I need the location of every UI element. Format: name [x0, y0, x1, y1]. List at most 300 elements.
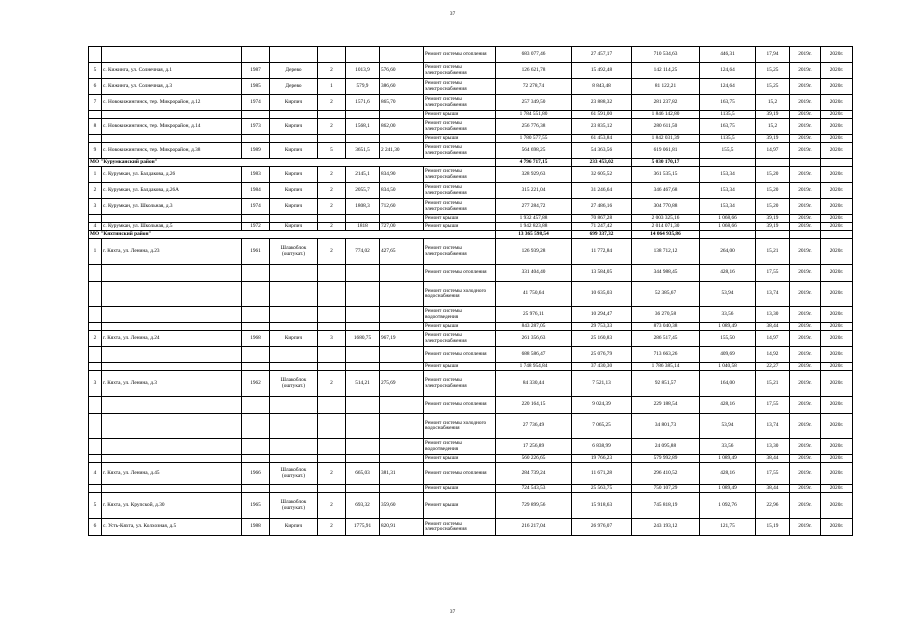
material-cell	[270, 414, 318, 439]
end-year-cell: 2020г.	[821, 414, 853, 439]
total-cell: 344 988,45	[632, 265, 700, 282]
living-area-cell	[380, 111, 424, 119]
table-row	[89, 95, 853, 111]
floors-cell	[318, 455, 346, 463]
row-number	[89, 397, 102, 414]
fund-cell: 27 457,17	[572, 47, 632, 63]
rate-cell: 1 089,49	[700, 455, 756, 463]
fund-cell: 54 363,56	[572, 143, 632, 159]
rate-cell: 1 089,49	[700, 485, 756, 493]
tariff-cell: 14,92	[756, 347, 790, 363]
start-year-cell: 2019г.	[790, 414, 821, 439]
start-year-cell: 2019г.	[790, 223, 821, 231]
fund-cell: 27 486,16	[572, 199, 632, 215]
total-cell: 1 846 142,80	[632, 111, 700, 119]
end-year-cell: 2020г.	[821, 63, 853, 79]
address-cell: с. Новокижингинск, тер. Микрорайон, д.14	[102, 119, 242, 135]
cost-cell: 328 929,63	[496, 167, 572, 183]
start-year-cell: 2019г.	[790, 463, 821, 485]
living-area-cell: 862,00	[380, 119, 424, 135]
empty-cell	[756, 231, 790, 239]
fund-cell: 15 492,48	[572, 63, 632, 79]
work-type-cell: Ремонт системы холодного водоснабжения	[424, 414, 496, 439]
total-area-cell: 774,02	[346, 239, 380, 265]
table-row	[89, 143, 853, 159]
material-cell: Кирпич	[270, 95, 318, 111]
year-cell: 1961	[242, 239, 270, 265]
living-area-cell	[380, 47, 424, 63]
start-year-cell: 2019г.	[790, 47, 821, 63]
rate-cell: 155,50	[700, 331, 756, 347]
total-cell: 142 114,25	[632, 63, 700, 79]
total-area-cell	[346, 265, 380, 282]
fund-cell: 61 591,00	[572, 111, 632, 119]
year-cell	[242, 135, 270, 143]
living-area-cell	[380, 215, 424, 223]
start-year-cell: 2019г.	[790, 363, 821, 371]
address-cell: с. Кижинга, ул. Солнечная, д.3	[102, 79, 242, 95]
table-row	[89, 347, 853, 363]
section-cost-total: 4 796 717,15	[496, 159, 572, 167]
living-area-cell	[380, 135, 424, 143]
floors-cell	[318, 265, 346, 282]
address-cell	[102, 347, 242, 363]
end-year-cell: 2020г.	[821, 199, 853, 215]
tariff-cell: 15,25	[756, 79, 790, 95]
start-year-cell: 2019г.	[790, 347, 821, 363]
row-number: 5	[89, 493, 102, 519]
rate-cell: 428,16	[700, 265, 756, 282]
floors-cell: 2	[318, 519, 346, 536]
cost-cell: 683 077,46	[496, 47, 572, 63]
rate-cell: 124,64	[700, 63, 756, 79]
tariff-cell: 39,19	[756, 111, 790, 119]
rate-cell: 1135,5	[700, 111, 756, 119]
tariff-cell: 15,21	[756, 371, 790, 397]
address-cell	[102, 363, 242, 371]
table-row	[89, 79, 853, 95]
row-number	[89, 265, 102, 282]
section-row	[89, 159, 853, 167]
row-number: 1	[89, 167, 102, 183]
row-number: 4	[89, 463, 102, 485]
address-cell	[102, 135, 242, 143]
living-area-cell: 427,65	[380, 239, 424, 265]
year-cell	[242, 485, 270, 493]
cost-cell: 72 278,74	[496, 79, 572, 95]
start-year-cell: 2019г.	[790, 265, 821, 282]
fund-cell: 71 247,42	[572, 223, 632, 231]
year-cell: 1973	[242, 119, 270, 135]
address-cell: г. Кяхта, ул. Ленина, д.45	[102, 463, 242, 485]
year-cell: 1962	[242, 371, 270, 397]
material-cell: Кирпич	[270, 331, 318, 347]
rate-cell: 163,75	[700, 95, 756, 111]
material-cell: Дерево	[270, 79, 318, 95]
tariff-cell: 17,94	[756, 47, 790, 63]
living-area-cell: 359,60	[380, 493, 424, 519]
address-cell: с. Курумкан, ул. Школьная, д.5	[102, 223, 242, 231]
year-cell	[242, 439, 270, 455]
work-type-cell: Ремонт системы электроснабжения	[424, 331, 496, 347]
total-cell: 745 818,19	[632, 493, 700, 519]
work-type-cell: Ремонт системы электроснабжения	[424, 519, 496, 536]
tariff-cell: 13,30	[756, 307, 790, 323]
work-type-cell: Ремонт крыши	[424, 455, 496, 463]
row-number	[89, 323, 102, 331]
total-cell: 296 410,52	[632, 463, 700, 485]
section-total-total: 14 064 935,86	[632, 231, 700, 239]
address-cell	[102, 414, 242, 439]
living-area-cell: 381,31	[380, 463, 424, 485]
total-cell: 2 014 071,30	[632, 223, 700, 231]
floors-cell: 3	[318, 331, 346, 347]
table-row	[89, 215, 853, 223]
total-cell: 873 040,38	[632, 323, 700, 331]
total-area-cell: 1568,1	[346, 119, 380, 135]
total-area-cell: 1775,91	[346, 519, 380, 536]
cost-cell: 27 736,49	[496, 414, 572, 439]
floors-cell	[318, 347, 346, 363]
living-area-cell	[380, 439, 424, 455]
total-area-cell: 1680,75	[346, 331, 380, 347]
material-cell	[270, 47, 318, 63]
row-number: 5	[89, 63, 102, 79]
total-area-cell	[346, 439, 380, 455]
year-cell	[242, 47, 270, 63]
tariff-cell: 15,2	[756, 119, 790, 135]
section-title: МО "Кяхтинский район"	[89, 231, 496, 239]
living-area-cell: 820,91	[380, 519, 424, 536]
floors-cell	[318, 111, 346, 119]
fund-cell: 61 453,84	[572, 135, 632, 143]
total-area-cell: 514,21	[346, 371, 380, 397]
material-cell	[270, 485, 318, 493]
table-row	[89, 363, 853, 371]
total-area-cell: 2055,7	[346, 183, 380, 199]
cost-cell: 1 748 954,84	[496, 363, 572, 371]
row-number: 4	[89, 223, 102, 231]
floors-cell	[318, 439, 346, 455]
living-area-cell: 834,50	[380, 183, 424, 199]
total-cell: 286 517,45	[632, 331, 700, 347]
fund-cell: 19 766,23	[572, 455, 632, 463]
tariff-cell: 14,97	[756, 143, 790, 159]
start-year-cell: 2019г.	[790, 439, 821, 455]
start-year-cell: 2019г.	[790, 167, 821, 183]
material-cell	[270, 135, 318, 143]
floors-cell: 2	[318, 463, 346, 485]
row-number: 7	[89, 95, 102, 111]
rate-cell: 1 092,76	[700, 493, 756, 519]
work-type-cell: Ремонт системы водоотведения	[424, 439, 496, 455]
table-row	[89, 323, 853, 331]
work-type-cell: Ремонт крыши	[424, 215, 496, 223]
section-row	[89, 231, 853, 239]
tariff-cell: 38,44	[756, 485, 790, 493]
rate-cell: 121,75	[700, 519, 756, 536]
rate-cell: 33,56	[700, 307, 756, 323]
cost-cell: 724 543,53	[496, 485, 572, 493]
end-year-cell: 2020г.	[821, 323, 853, 331]
total-area-cell	[346, 215, 380, 223]
rate-cell: 153,34	[700, 199, 756, 215]
floors-cell	[318, 414, 346, 439]
table-row	[89, 63, 853, 79]
tariff-cell: 22,27	[756, 363, 790, 371]
fund-cell: 23 888,32	[572, 95, 632, 111]
table-row	[89, 371, 853, 397]
year-cell: 1985	[242, 79, 270, 95]
row-number: 6	[89, 519, 102, 536]
fund-cell: 29 753,33	[572, 323, 632, 331]
floors-cell: 2	[318, 199, 346, 215]
total-area-cell	[346, 455, 380, 463]
fund-cell: 6 838,99	[572, 439, 632, 455]
fund-cell: 23 835,12	[572, 119, 632, 135]
year-cell	[242, 307, 270, 323]
end-year-cell: 2020г.	[821, 215, 853, 223]
address-cell	[102, 282, 242, 307]
living-area-cell	[380, 347, 424, 363]
table-row	[89, 239, 853, 265]
empty-cell	[790, 159, 821, 167]
material-cell	[270, 265, 318, 282]
end-year-cell: 2020г.	[821, 183, 853, 199]
total-area-cell	[346, 363, 380, 371]
cost-cell: 729 899,56	[496, 493, 572, 519]
table-row	[89, 119, 853, 135]
work-type-cell: Ремонт системы электроснабжения	[424, 95, 496, 111]
end-year-cell: 2020г.	[821, 439, 853, 455]
material-cell	[270, 455, 318, 463]
row-number: 2	[89, 183, 102, 199]
total-cell: 1 786 385,14	[632, 363, 700, 371]
end-year-cell: 2020г.	[821, 111, 853, 119]
row-number	[89, 363, 102, 371]
floors-cell	[318, 323, 346, 331]
total-cell: 52 385,67	[632, 282, 700, 307]
section-fund-total: 699 337,32	[572, 231, 632, 239]
year-cell: 1984	[242, 183, 270, 199]
address-cell: с. Новокижингинск, тер. Микрорайон, д.38	[102, 143, 242, 159]
total-area-cell	[346, 111, 380, 119]
material-cell: Кирпич	[270, 199, 318, 215]
work-type-cell: Ремонт системы электроснабжения	[424, 371, 496, 397]
work-type-cell: Ремонт системы водоотведения	[424, 307, 496, 323]
fund-cell: 13 584,05	[572, 265, 632, 282]
work-type-cell: Ремонт крыши	[424, 363, 496, 371]
work-type-cell: Ремонт системы электроснабжения	[424, 167, 496, 183]
fund-cell: 31 246,64	[572, 183, 632, 199]
floors-cell: 2	[318, 223, 346, 231]
year-cell: 1974	[242, 95, 270, 111]
living-area-cell	[380, 282, 424, 307]
start-year-cell: 2019г.	[790, 397, 821, 414]
section-fund-total: 233 453,02	[572, 159, 632, 167]
tariff-cell: 38,44	[756, 455, 790, 463]
cost-cell: 216 217,04	[496, 519, 572, 536]
fund-cell: 70 867,28	[572, 215, 632, 223]
total-area-cell: 665,03	[346, 463, 380, 485]
material-cell	[270, 439, 318, 455]
floors-cell	[318, 282, 346, 307]
material-cell	[270, 363, 318, 371]
year-cell	[242, 397, 270, 414]
floors-cell	[318, 363, 346, 371]
row-number	[89, 111, 102, 119]
address-cell	[102, 307, 242, 323]
empty-cell	[700, 159, 756, 167]
fund-cell: 25 563,75	[572, 485, 632, 493]
rate-cell: 153,34	[700, 183, 756, 199]
address-cell	[102, 323, 242, 331]
living-area-cell: 386,60	[380, 79, 424, 95]
row-number	[89, 455, 102, 463]
tariff-cell: 17,55	[756, 397, 790, 414]
rate-cell: 1135,5	[700, 135, 756, 143]
fund-cell: 37 430,30	[572, 363, 632, 371]
material-cell	[270, 323, 318, 331]
floors-cell	[318, 47, 346, 63]
rate-cell: 428,16	[700, 397, 756, 414]
total-cell: 34 801,73	[632, 414, 700, 439]
cost-cell: 261 356,63	[496, 331, 572, 347]
material-cell	[270, 397, 318, 414]
year-cell	[242, 111, 270, 119]
table-row	[89, 265, 853, 282]
rate-cell: 409,69	[700, 347, 756, 363]
total-cell: 710 534,63	[632, 47, 700, 63]
year-cell	[242, 323, 270, 331]
rate-cell: 1 040,58	[700, 363, 756, 371]
total-area-cell	[346, 323, 380, 331]
tariff-cell: 13,74	[756, 414, 790, 439]
cost-cell: 126 939,28	[496, 239, 572, 265]
living-area-cell: 834,90	[380, 167, 424, 183]
empty-cell	[790, 231, 821, 239]
cost-cell: 25 976,11	[496, 307, 572, 323]
table-row	[89, 414, 853, 439]
table-row	[89, 167, 853, 183]
tariff-cell: 39,19	[756, 223, 790, 231]
year-cell: 1965	[242, 493, 270, 519]
cost-cell: 256 776,38	[496, 119, 572, 135]
end-year-cell: 2020г.	[821, 371, 853, 397]
start-year-cell: 2019г.	[790, 485, 821, 493]
address-cell	[102, 485, 242, 493]
end-year-cell: 2020г.	[821, 47, 853, 63]
end-year-cell: 2020г.	[821, 397, 853, 414]
table-row	[89, 47, 853, 63]
material-cell	[270, 307, 318, 323]
empty-cell	[821, 159, 853, 167]
rate-cell: 53,94	[700, 414, 756, 439]
floors-cell	[318, 135, 346, 143]
work-type-cell: Ремонт системы электроснабжения	[424, 239, 496, 265]
cost-cell: 688 586,47	[496, 347, 572, 363]
table-row	[89, 135, 853, 143]
rate-cell: 264,00	[700, 239, 756, 265]
material-cell: Кирпич	[270, 167, 318, 183]
start-year-cell: 2019г.	[790, 135, 821, 143]
row-number: 9	[89, 143, 102, 159]
rate-cell: 1 068,66	[700, 223, 756, 231]
end-year-cell: 2020г.	[821, 455, 853, 463]
tariff-cell: 13,74	[756, 282, 790, 307]
material-cell	[270, 282, 318, 307]
end-year-cell: 2020г.	[821, 135, 853, 143]
floors-cell	[318, 215, 346, 223]
living-area-cell: 275,69	[380, 371, 424, 397]
address-cell	[102, 265, 242, 282]
work-type-cell: Ремонт системы электроснабжения	[424, 183, 496, 199]
section-total-total: 5 030 170,17	[632, 159, 700, 167]
end-year-cell: 2020г.	[821, 95, 853, 111]
rate-cell: 155,5	[700, 143, 756, 159]
start-year-cell: 2019г.	[790, 95, 821, 111]
living-area-cell	[380, 307, 424, 323]
year-cell: 1983	[242, 167, 270, 183]
end-year-cell: 2020г.	[821, 167, 853, 183]
work-type-cell: Ремонт системы электроснабжения	[424, 199, 496, 215]
year-cell	[242, 215, 270, 223]
year-cell	[242, 347, 270, 363]
living-area-cell: 712,60	[380, 199, 424, 215]
end-year-cell: 2020г.	[821, 363, 853, 371]
table-row	[89, 493, 853, 519]
end-year-cell: 2020г.	[821, 307, 853, 323]
floors-cell: 1	[318, 79, 346, 95]
tariff-cell: 22,96	[756, 493, 790, 519]
material-cell: Кирпич	[270, 143, 318, 159]
material-cell: Кирпич	[270, 519, 318, 536]
living-area-cell	[380, 414, 424, 439]
total-area-cell: 1818	[346, 223, 380, 231]
total-cell: 243 193,12	[632, 519, 700, 536]
living-area-cell	[380, 265, 424, 282]
address-cell	[102, 397, 242, 414]
address-cell: г. Кяхта, ул. Ленина, д.3	[102, 371, 242, 397]
total-area-cell	[346, 307, 380, 323]
year-cell: 1968	[242, 331, 270, 347]
address-cell	[102, 215, 242, 223]
floors-cell: 5	[318, 143, 346, 159]
fund-cell: 15 918,63	[572, 493, 632, 519]
work-type-cell: Ремонт крыши	[424, 485, 496, 493]
end-year-cell: 2020г.	[821, 239, 853, 265]
row-number	[89, 485, 102, 493]
floors-cell: 2	[318, 239, 346, 265]
table-row	[89, 183, 853, 199]
start-year-cell: 2019г.	[790, 63, 821, 79]
material-cell: Кирпич	[270, 223, 318, 231]
work-type-cell: Ремонт крыши	[424, 223, 496, 231]
work-type-cell: Ремонт системы отопления	[424, 347, 496, 363]
address-cell: с. Новокижингинск, тер. Микрорайон, д.12	[102, 95, 242, 111]
table-row	[89, 439, 853, 455]
table-row	[89, 485, 853, 493]
total-area-cell	[346, 47, 380, 63]
total-area-cell: 693,32	[346, 493, 380, 519]
floors-cell: 2	[318, 167, 346, 183]
fund-cell: 10 294,47	[572, 307, 632, 323]
total-cell: 229 188,54	[632, 397, 700, 414]
end-year-cell: 2020г.	[821, 519, 853, 536]
living-area-cell	[380, 323, 424, 331]
floors-cell: 2	[318, 183, 346, 199]
row-number	[89, 215, 102, 223]
